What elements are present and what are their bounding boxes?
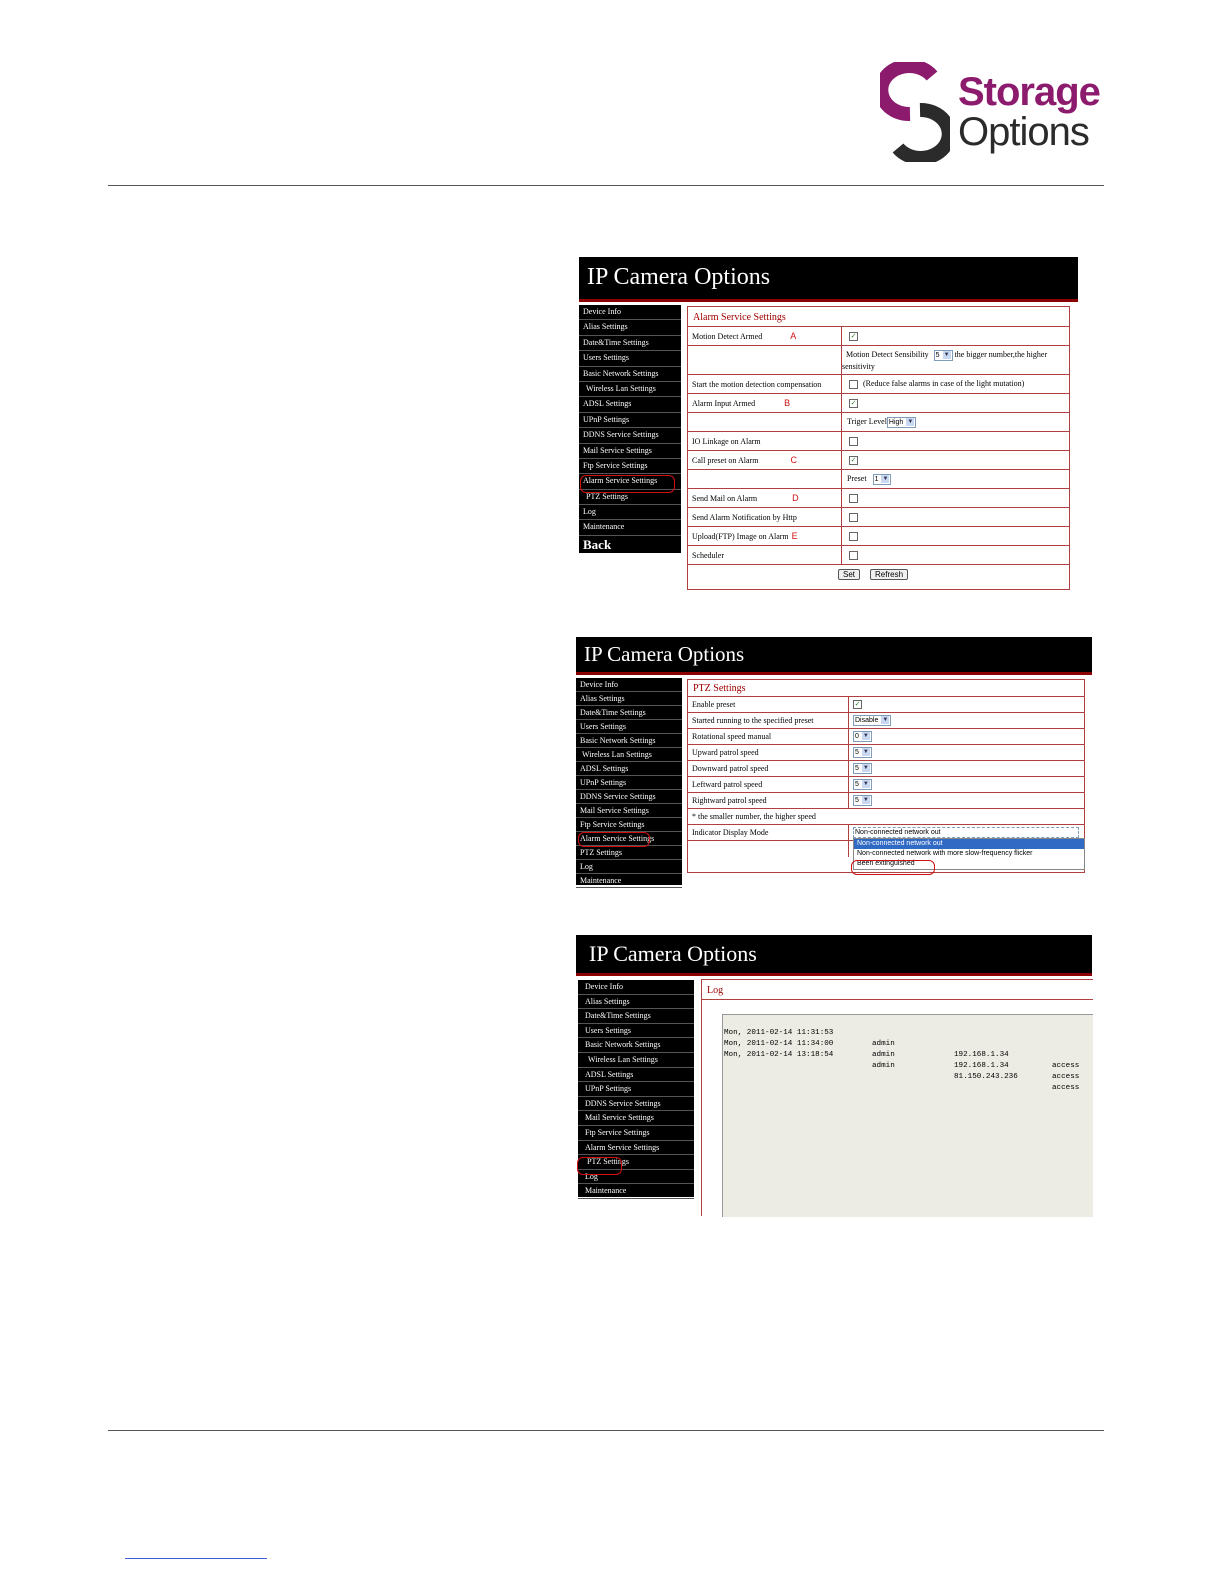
compensation-note: (Reduce false alarms in case of the light mutation) xyxy=(863,379,1025,389)
logo-mark-icon xyxy=(880,62,950,162)
speed-note: * the smaller number, the higher speed xyxy=(688,809,1084,825)
marker-d: D xyxy=(792,493,799,503)
nav-maintenance[interactable]: Maintenance xyxy=(576,874,682,888)
ptz-form xyxy=(688,696,1084,857)
nav-alarm-settings[interactable]: Alarm Service Settings xyxy=(579,474,681,489)
send-http-label: Send Alarm Notification by Http xyxy=(688,508,842,527)
nav-log[interactable]: Log xyxy=(576,860,682,874)
section-divider xyxy=(702,999,1093,1000)
rightward-speed-label: Rightward patrol speed xyxy=(688,793,849,809)
nav-adsl-settings[interactable]: ADSL Settings xyxy=(576,762,682,776)
rotational-speed-label: Rotational speed manual xyxy=(688,729,849,745)
title-underline xyxy=(576,672,1092,675)
nav-mail-settings[interactable]: Mail Service Settings xyxy=(578,1111,694,1126)
alarm-form xyxy=(688,326,1069,584)
nav-log[interactable]: Log xyxy=(579,505,681,520)
logo-text-storage: Storage xyxy=(958,70,1100,114)
title-underline xyxy=(576,973,1092,976)
sensitivity-note: the bigger number,the higher xyxy=(954,350,1048,359)
log-content xyxy=(701,979,1093,1216)
nav-alias-settings[interactable]: Alias Settings xyxy=(576,692,682,706)
sidebar-nav xyxy=(579,305,681,553)
nav-ddns-settings[interactable]: DDNS Service Settings xyxy=(579,428,681,443)
downward-speed-label: Downward patrol speed xyxy=(688,761,849,777)
marker-b: B xyxy=(784,398,791,408)
sidebar-nav xyxy=(576,678,682,900)
sensitivity-note-cont: sensitivity xyxy=(842,362,875,371)
nav-alarm-settings[interactable]: Alarm Service Settings xyxy=(578,1141,694,1156)
send-mail-checkbox[interactable] xyxy=(849,494,858,503)
nav-device-info[interactable]: Device Info xyxy=(576,678,682,692)
nav-device-info[interactable]: Device Info xyxy=(579,305,681,320)
log-text-area[interactable] xyxy=(722,1014,1093,1217)
scheduler-checkbox[interactable] xyxy=(849,551,858,560)
ptz-settings-screenshot xyxy=(576,637,1092,900)
upward-speed-select[interactable]: 5 ▼ xyxy=(853,747,872,758)
nav-users-settings[interactable]: Users Settings xyxy=(578,1024,694,1039)
app-title: IP Camera Options xyxy=(579,257,1078,299)
nav-maintenance[interactable]: Maintenance xyxy=(578,1184,694,1199)
send-mail-label: Send Mail on Alarm xyxy=(692,494,758,503)
chevron-down-icon: ▼ xyxy=(907,418,914,425)
header-rule xyxy=(108,185,1104,186)
enable-preset-label: Enable preset xyxy=(688,697,849,713)
compensation-label: Start the motion detection compensation xyxy=(688,375,842,394)
send-http-checkbox[interactable] xyxy=(849,513,858,522)
nav-log[interactable]: Log xyxy=(578,1170,694,1185)
nav-ddns-settings[interactable]: DDNS Service Settings xyxy=(578,1097,694,1112)
logo-text-options: Options xyxy=(958,110,1089,154)
call-preset-checkbox[interactable]: ✓ xyxy=(850,455,857,464)
app-title: IP Camera Options xyxy=(576,935,1092,973)
nav-mail-settings[interactable]: Mail Service Settings xyxy=(579,444,681,459)
chevron-down-icon: ▼ xyxy=(862,781,869,787)
nav-basic-network-settings[interactable]: Basic Network Settings xyxy=(576,734,682,748)
leftward-speed-label: Leftward patrol speed xyxy=(688,777,849,793)
dropdown-option-extinguished[interactable]: Been extinguished xyxy=(857,860,915,867)
enable-preset-checkbox[interactable]: ✓ xyxy=(854,700,861,709)
start-preset-label: Started running to the specified preset xyxy=(688,713,849,729)
nav-alarm-settings[interactable]: Alarm Service Settings xyxy=(576,832,682,846)
upload-ftp-label: Upload(FTP) Image on Alarm xyxy=(692,532,789,541)
trigger-level-select[interactable]: High ▼ xyxy=(887,417,916,428)
nav-back[interactable]: Back xyxy=(580,888,604,900)
marker-e: E xyxy=(791,531,798,541)
marker-c: C xyxy=(790,455,797,465)
indicator-mode-select[interactable]: Non-connected network out xyxy=(853,827,1079,838)
nav-upnp-settings[interactable]: UPnP Settings xyxy=(579,413,681,428)
chevron-down-icon: ▼ xyxy=(862,797,869,803)
call-preset-label: Call preset on Alarm xyxy=(692,456,759,465)
title-underline xyxy=(579,299,1078,302)
nav-datetime-settings[interactable]: Date&Time Settings xyxy=(578,1009,694,1024)
chevron-down-icon: ▼ xyxy=(943,351,950,358)
nav-wireless-lan-settings[interactable]: Wireless Lan Settings xyxy=(578,1053,694,1068)
footer-link-underline[interactable] xyxy=(125,1558,267,1559)
section-title: Log xyxy=(707,985,724,996)
nav-ftp-settings[interactable]: Ftp Service Settings xyxy=(578,1126,694,1141)
nav-maintenance[interactable]: Maintenance xyxy=(579,520,681,535)
log-entry: Mon, 2011-02-14 11:31:53 admin 192.168.1.34 access xyxy=(724,1029,1080,1070)
nav-datetime-settings[interactable]: Date&Time Settings xyxy=(579,336,681,351)
log-entry: Mon, 2011-02-14 13:18:54 admin 81.150.243.236 access xyxy=(724,1051,1080,1092)
preset-label: Preset xyxy=(847,473,867,483)
upward-speed-label: Upward patrol speed xyxy=(688,745,849,761)
nav-device-info[interactable]: Device Info xyxy=(578,980,694,995)
highlight-ptz-nav xyxy=(578,832,650,847)
scheduler-label: Scheduler xyxy=(688,546,842,565)
rightward-speed-select[interactable]: 5 ▼ xyxy=(853,795,872,806)
log-screenshot xyxy=(576,935,1092,1215)
nav-datetime-settings[interactable]: Date&Time Settings xyxy=(576,706,682,720)
motion-detect-armed-label: Motion Detect Armed xyxy=(692,332,763,341)
nav-ftp-settings[interactable]: Ftp Service Settings xyxy=(576,818,682,832)
nav-ptz-settings[interactable]: PTZ Settings xyxy=(576,846,682,860)
dropdown-option-slow-flicker[interactable]: Non-connected network with more slow-frequency flicker xyxy=(857,850,1033,857)
footer-rule xyxy=(108,1430,1104,1431)
alarm-input-label: Alarm Input Armed xyxy=(692,399,756,408)
nav-wireless-lan-settings[interactable]: Wireless Lan Settings xyxy=(576,748,682,762)
nav-adsl-settings[interactable]: ADSL Settings xyxy=(579,397,681,412)
highlight-log-nav xyxy=(577,1157,622,1175)
nav-ddns-settings[interactable]: DDNS Service Settings xyxy=(576,790,682,804)
indicator-mode-label: Indicator Display Mode xyxy=(688,825,849,841)
chevron-down-icon: ▼ xyxy=(882,717,889,723)
chevron-down-icon: ▼ xyxy=(882,475,889,482)
dropdown-option-network-out[interactable]: Non-connected network out xyxy=(854,839,1084,849)
upload-ftp-checkbox[interactable] xyxy=(849,532,858,541)
chevron-down-icon: ▼ xyxy=(862,733,869,739)
nav-ptz-settings[interactable]: PTZ Settings xyxy=(579,490,681,505)
leftward-speed-select[interactable]: 5 ▼ xyxy=(853,779,872,790)
nav-users-settings[interactable]: Users Settings xyxy=(579,351,681,366)
marker-a: A xyxy=(790,331,797,341)
downward-speed-select[interactable]: 5 ▼ xyxy=(853,763,872,774)
nav-wireless-lan-settings[interactable]: Wireless Lan Settings xyxy=(579,382,681,397)
start-preset-select[interactable]: Disable ▼ xyxy=(853,715,891,726)
nav-mail-settings[interactable]: Mail Service Settings xyxy=(576,804,682,818)
highlight-alarm-nav xyxy=(580,475,675,493)
sensitivity-select[interactable]: 5 ▼ xyxy=(934,350,953,361)
section-title: Alarm Service Settings xyxy=(693,312,786,323)
io-linkage-label: IO Linkage on Alarm xyxy=(688,432,842,451)
refresh-button[interactable]: Refresh xyxy=(870,569,908,580)
set-button[interactable]: Set xyxy=(838,569,860,580)
preset-select[interactable]: 1 ▼ xyxy=(873,474,892,485)
trigger-level-label: Triger Level xyxy=(847,416,887,426)
alarm-input-checkbox[interactable]: ✓ xyxy=(850,398,857,407)
nav-adsl-settings[interactable]: ADSL Settings xyxy=(578,1068,694,1083)
motion-detect-checkbox[interactable]: ✓ xyxy=(850,331,857,340)
chevron-down-icon: ▼ xyxy=(862,749,869,755)
storage-options-logo xyxy=(880,62,1100,162)
io-linkage-checkbox[interactable] xyxy=(849,437,858,446)
nav-back[interactable]: Back xyxy=(583,536,612,552)
nav-alias-settings[interactable]: Alias Settings xyxy=(579,320,681,335)
nav-alias-settings[interactable]: Alias Settings xyxy=(578,995,694,1010)
nav-basic-network-settings[interactable]: Basic Network Settings xyxy=(578,1038,694,1053)
app-title: IP Camera Options xyxy=(576,637,1092,672)
alarm-content xyxy=(687,306,1070,590)
chevron-down-icon: ▼ xyxy=(862,765,869,771)
nav-back[interactable]: Back xyxy=(585,1198,612,1212)
compensation-checkbox[interactable] xyxy=(849,380,858,389)
nav-ptz-settings[interactable]: PTZ Settings xyxy=(578,1155,694,1170)
rotational-speed-select[interactable]: 0 ▼ xyxy=(853,731,872,742)
nav-ftp-settings[interactable]: Ftp Service Settings xyxy=(579,459,681,474)
nav-upnp-settings[interactable]: UPnP Settings xyxy=(578,1082,694,1097)
nav-users-settings[interactable]: Users Settings xyxy=(576,720,682,734)
section-title: PTZ Settings xyxy=(693,683,746,694)
sensitivity-label: Motion Detect Sensibility xyxy=(846,350,929,359)
alarm-settings-screenshot xyxy=(579,257,1078,592)
log-entry: Mon, 2011-02-14 11:34:00 admin 192.168.1.34 access xyxy=(724,1040,1080,1081)
nav-basic-network-settings[interactable]: Basic Network Settings xyxy=(579,367,681,382)
highlight-extinguished-option xyxy=(851,860,935,875)
nav-upnp-settings[interactable]: UPnP Settings xyxy=(576,776,682,790)
